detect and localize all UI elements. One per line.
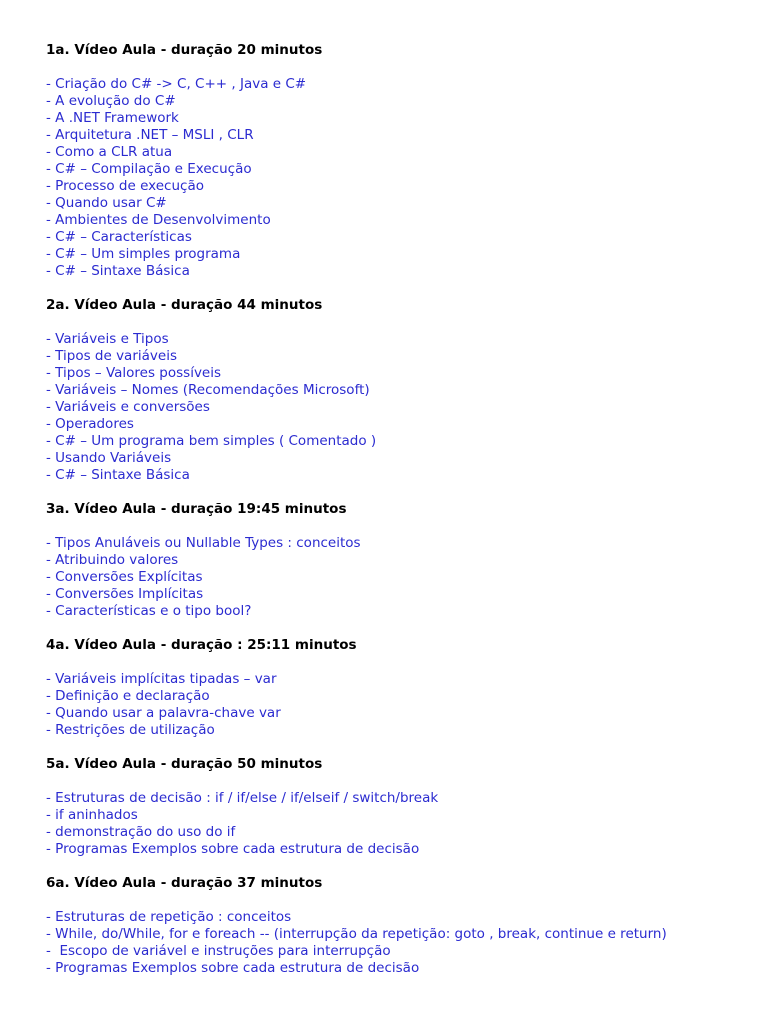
section-1 — [46, 42, 746, 280]
topic-item: - Tipos de variáveis — [46, 348, 177, 364]
topic-item: - Variáveis – Nomes (Recomendações Microsoft) — [46, 382, 370, 398]
section-title: 5a. Vídeo Aula - duração 50 minutos — [46, 756, 323, 772]
topic-list — [46, 671, 746, 739]
topic-list — [46, 909, 746, 977]
section-2 — [46, 297, 746, 484]
section-5 — [46, 756, 746, 858]
topic-list — [46, 331, 746, 484]
topic-item: - if aninhados — [46, 807, 138, 823]
topic-item: - Programas Exemplos sobre cada estrutura de decisão — [46, 841, 420, 857]
topic-item: - C# – Compilação e Execução — [46, 161, 252, 177]
section-title: 6a. Vídeo Aula - duração 37 minutos — [46, 875, 323, 891]
section-title: 4a. Vídeo Aula - duração : 25:11 minutos — [46, 637, 357, 653]
section-6 — [46, 875, 746, 977]
topic-item: - C# – Um programa bem simples ( Comentado ) — [46, 433, 377, 449]
topic-item: - Como a CLR atua — [46, 144, 173, 160]
topic-item: - Tipos – Valores possíveis — [46, 365, 222, 381]
topic-item: - Variáveis implícitas tipadas – var — [46, 671, 277, 687]
section-title: 3a. Vídeo Aula - duração 19:45 minutos — [46, 501, 347, 517]
topic-item: - A evolução do C# — [46, 93, 176, 109]
topic-item: - Arquitetura .NET – MSLI , CLR — [46, 127, 254, 143]
topic-item: - C# – Um simples programa — [46, 246, 241, 262]
document-page — [46, 42, 746, 994]
topic-item: - Conversões Explícitas — [46, 569, 203, 585]
topic-item: - Variáveis e Tipos — [46, 331, 169, 347]
topic-item: - C# – Sintaxe Básica — [46, 263, 190, 279]
topic-item: - Ambientes de Desenvolvimento — [46, 212, 271, 228]
topic-item: - Estruturas de decisão : if / if/else / if/elseif / switch/break — [46, 790, 439, 806]
topic-list — [46, 535, 746, 620]
topic-item: - Quando usar C# — [46, 195, 167, 211]
topic-list — [46, 76, 746, 280]
topic-item: - demonstração do uso do if — [46, 824, 236, 840]
topic-item: - Conversões Implícitas — [46, 586, 204, 602]
section-3 — [46, 501, 746, 620]
topic-item: - Variáveis e conversões — [46, 399, 210, 415]
topic-item: - Características e o tipo bool? — [46, 603, 252, 619]
topic-item: - Estruturas de repetição : conceitos — [46, 909, 292, 925]
topic-item: - A .NET Framework — [46, 110, 179, 126]
topic-item: - C# – Sintaxe Básica — [46, 467, 190, 483]
topic-item: - Processo de execução — [46, 178, 204, 194]
section-title: 1a. Vídeo Aula - duração 20 minutos — [46, 42, 323, 58]
topic-item: - Programas Exemplos sobre cada estrutura de decisão — [46, 960, 420, 976]
section-title: 2a. Vídeo Aula - duração 44 minutos — [46, 297, 323, 313]
topic-item: - Operadores — [46, 416, 134, 432]
topic-item: - Usando Variáveis — [46, 450, 172, 466]
topic-item: - Atribuindo valores — [46, 552, 179, 568]
topic-item: - While, do/While, for e foreach -- (interrupção da repetição: goto , break, continue e return) — [46, 926, 667, 942]
topic-item: - Quando usar a palavra-chave var — [46, 705, 281, 721]
topic-list — [46, 790, 746, 858]
topic-item: - Tipos Anuláveis ou Nullable Types : conceitos — [46, 535, 361, 551]
section-4 — [46, 637, 746, 739]
topic-item: - Restrições de utilização — [46, 722, 215, 738]
topic-item: - Definição e declaração — [46, 688, 210, 704]
topic-item: - Escopo de variável e instruções para interrupção — [46, 943, 391, 959]
topic-item: - Criação do C# -> C, C++ , Java e C# — [46, 76, 307, 92]
topic-item: - C# – Características — [46, 229, 192, 245]
